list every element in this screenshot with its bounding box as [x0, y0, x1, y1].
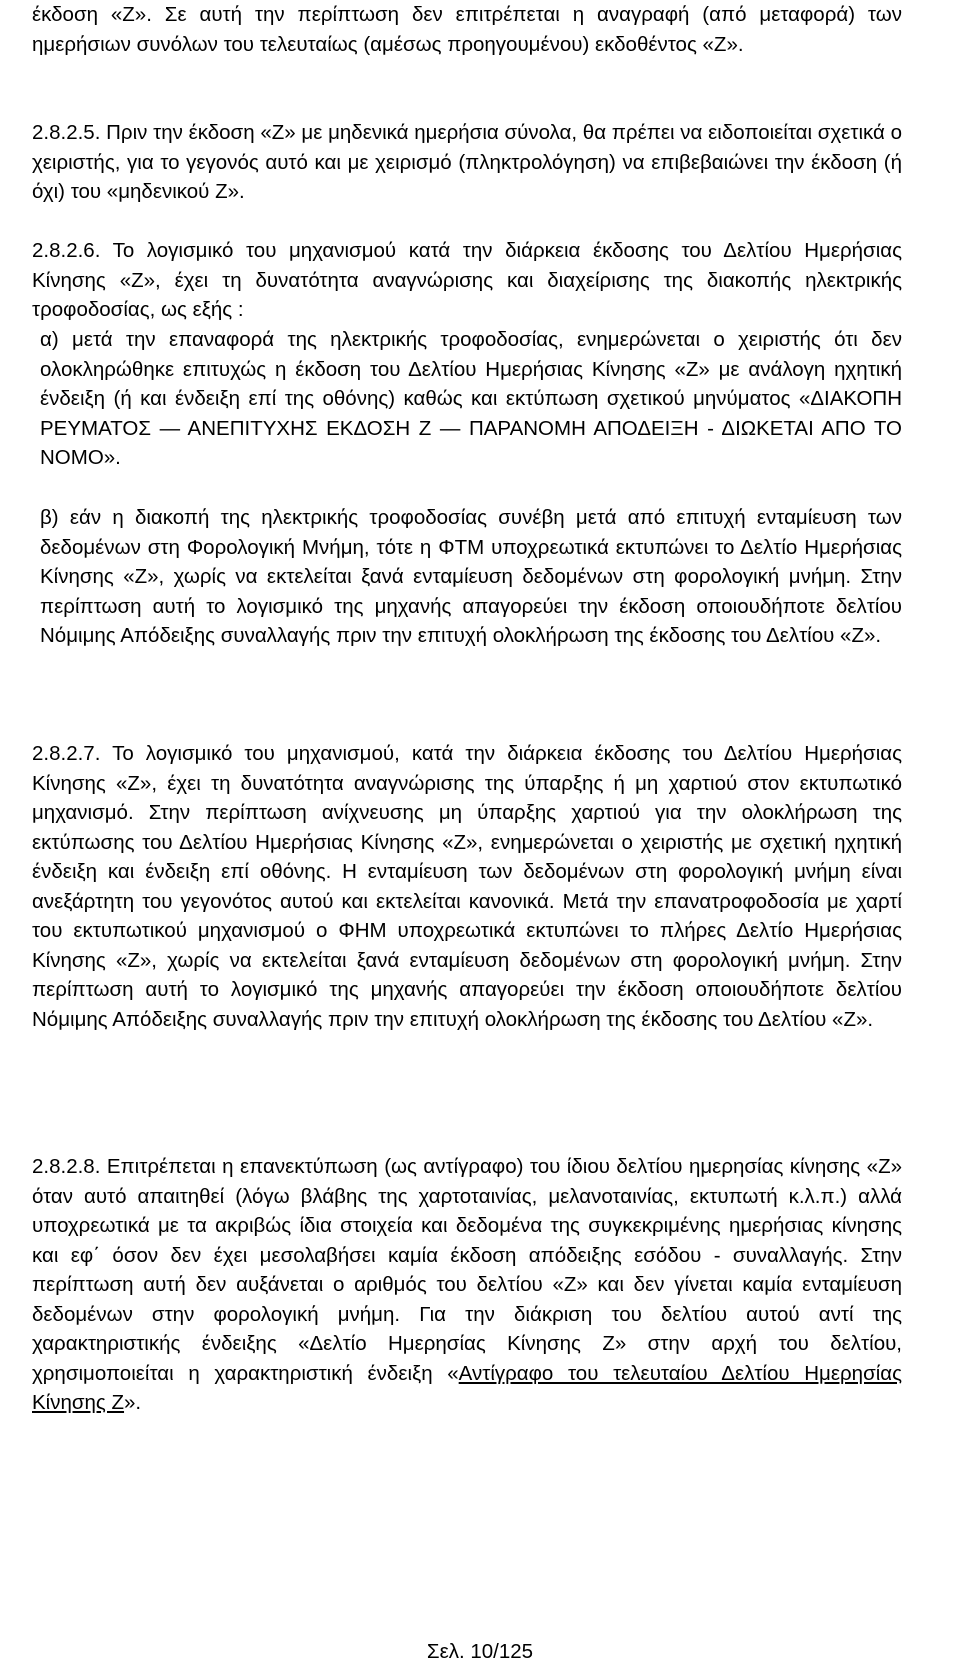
intro-paragraph: έκδοση «Ζ». Σε αυτή την περίπτωση δεν επιτρέπεται η αναγραφή (από μεταφορά) των ημερήσιων συνόλων του τελευταίως (αμέσως προηγουμένου) εκδοθέντος «Ζ». — [32, 3, 902, 56]
page-number: Σελ. 10/125 — [426, 1640, 534, 1663]
section-2-8-2-8 — [32, 1152, 902, 1418]
section-2-8-2-6-b: β) εάν η διακοπή της ηλεκτρικής τροφοδοσίας συνέβη μετά από επιτυχή ενταμίευση των δεδομένων στη Φορολογική Μνήμη, τότε η ΦΤΜ υποχρεωτικά εκτυπώνει το Δελτίο Ημερήσιας Κίνησης «Ζ», χωρίς να εκτελείται ξανά ενταμίευση δεδομένων στη φορολογική μνήμη. Στην περίπτωση αυτή το λογισμικό της μηχανής απαγορεύει την έκδοση οποιουδήποτε δελτίου Νόμιμης Απόδειξης συναλλαγής πριν την επιτυχή ολοκλήρωση της έκδοσης του Δελτίου «Ζ». — [40, 506, 902, 647]
section-2-8-2-7: 2.8.2.7. Το λογισμικό του μηχανισμού, κατά την διάρκεια έκδοσης του Δελτίου Ημερήσιας Κίνησης «Ζ», έχει τη δυνατότητα αναγνώρισης της ύπαρξης ή μη χαρτιού στον εκτυπωτικό μηχανισμό. Στην περίπτωση ανίχνευσης μη ύπαρξης χαρτιού για την ολοκλήρωση της εκτύπωσης του Δελτίου Ημερήσιας Κίνησης «Ζ», ενημερώνεται ο χειριστής με σχετική ηχητική ένδειξη και ένδειξη επί οθόνης. Η ενταμίευση των δεδομένων στη φορολογική μνήμη είναι ανεξάρτητη του γεγονότος αυτού και εκτελείται κανονικά. Μετά την επανατροφοδοσία με χαρτί του εκτυπωτικού μηχανισμού ο ΦΗΜ υποχρεωτικά εκτυπώνει το πλήρες Δελτίο Ημερήσιας Κίνησης «Ζ», χωρίς να εκτελείται ξανά ενταμίευση δεδομένων στη φορολογική μνήμη. Στην περίπτωση αυτή το λογισμικό της μηχανής απαγορεύει την έκδοση οποιουδήποτε δελτίου Νόμιμης Απόδειξης συναλλαγής πριν την επιτυχή ολοκλήρωση της έκδοσης του Δελτίου «Ζ». — [32, 742, 902, 1031]
copy-indication-text: Αντίγραφο του τελευταίου Δελτίου Ημερησίας Κίνησης Ζ — [32, 1361, 903, 1414]
section-2-8-2-6-a: α) μετά την επαναφορά της ηλεκτρικής τροφοδοσίας, ενημερώνεται ο χειριστής ότι δεν ολοκληρώθηκε επιτυχώς η έκδοση του Δελτίου Ημερήσιας Κίνησης «Ζ» με ανάλογη ηχητική ένδειξη (ή και ένδειξη επί της οθόνης) καθώς και εκτύπωση σχετικού μηνύματος «ΔΙΑΚΟΠΗ ΡΕΥΜΑΤΟΣ — ΑΝΕΠΙΤΥΧΗΣ ΕΚΔΟΣΗ Ζ — ΠΑΡΑΝΟΜΗ ΑΠΟΔΕΙΞΗ - ΔΙΩΚΕΤΑΙ ΑΠΟ ΤΟ ΝΟΜΟ». — [40, 328, 902, 469]
section-2-8-2-6: 2.8.2.6. Το λογισμικό του μηχανισμού κατά την διάρκεια έκδοσης του Δελτίου Ημερήσιας Κίνησης «Ζ», έχει τη δυνατότητα αναγνώρισης και διαχείρισης της διακοπής ηλεκτρικής τροφοδοσίας, ως εξής : — [32, 239, 902, 321]
section-2-8-2-8-text: 2.8.2.8. Επιτρέπεται η επανεκτύπωση (ως αντίγραφο) του ίδιου δελτίου ημερησίας κίνησης «Ζ» όταν αυτό απαιτηθεί (λόγω βλάβης της χαρτοταινίας, μελανοταινίας, εκτυπωτή κ.λ.π.) αλλά υποχρεωτικά με τα ακριβώς ίδια στοιχεία και δεδομένα της συγκεκριμένης ημερήσιας κίνησης και εφ΄ όσον δεν έχει μεσολαβήσει καμία έκδοση απόδειξης εσόδου - συναλλαγής. Στην περίπτωση αυτή δεν αυξάνεται ο αριθμός του δελτίου «Ζ» και δεν γίνεται καμία ενταμίευση δεδομένων στην φορολογική μνήμη. Για την διάκριση του δελτίου αυτού αντί της χαρακτηριστικής ένδειξης «Δελτίο Ημερησίας Κίνησης Ζ» στην αρχή του δελτίου, χρησιμοποιείται η χαρακτηριστική ένδειξη « — [32, 1155, 902, 1385]
section-2-8-2-8-end: ». — [124, 1391, 142, 1414]
section-2-8-2-5: 2.8.2.5. Πριν την έκδοση «Ζ» με μηδενικά ημερήσια σύνολα, θα πρέπει να ειδοποιείται σχετικά ο χειριστής, για το γεγονός αυτό και με χειρισμό (πληκτρολόγηση) να επιβεβαιώνει την έκδοση (ή όχι) του «μηδενικού Ζ». — [32, 121, 902, 203]
